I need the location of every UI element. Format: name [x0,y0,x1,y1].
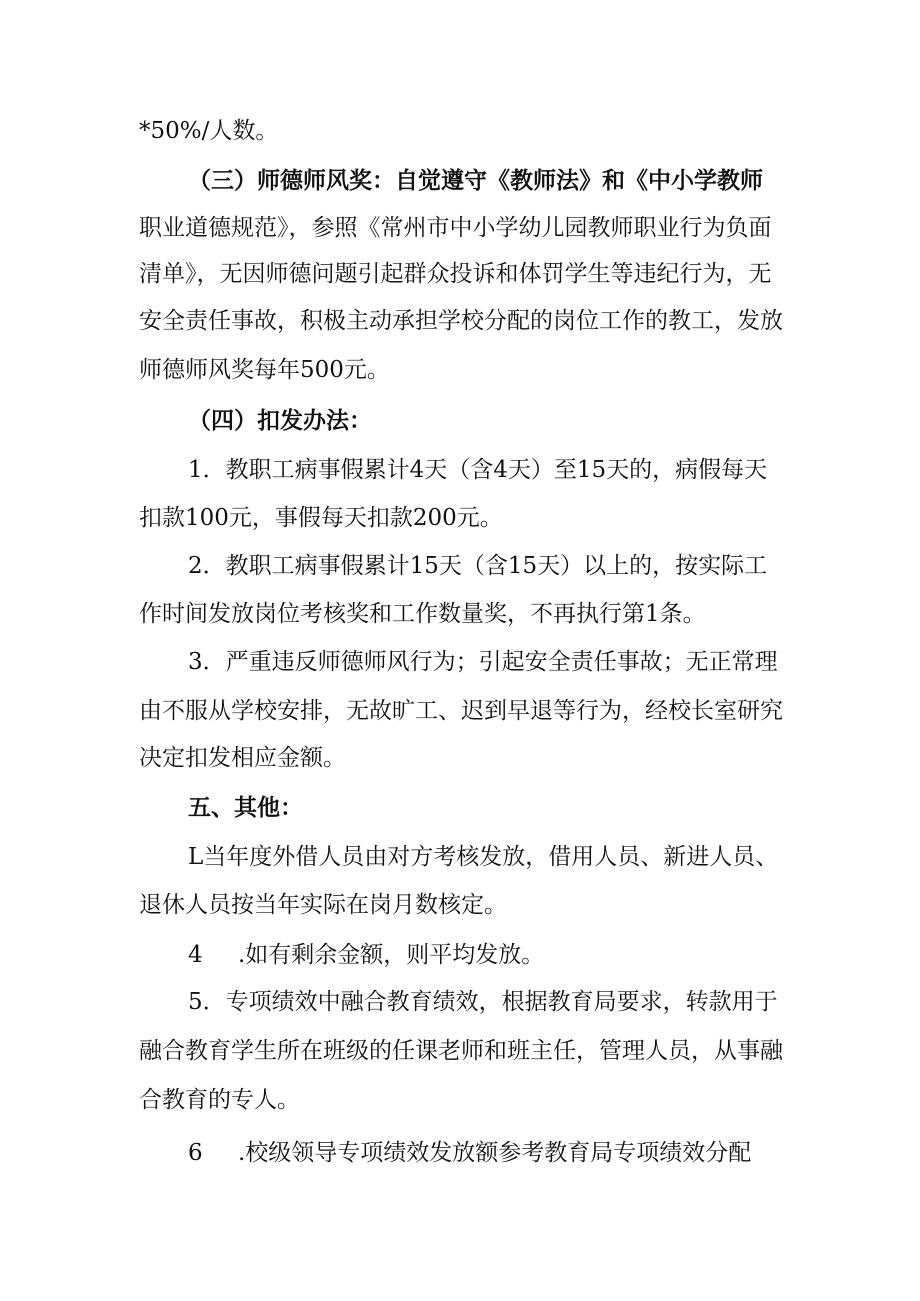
paragraph-line: 职业道德规范》，参照《常州市中小学幼儿园教师职业行为负面 [139,215,772,241]
paragraph-line: 合教育的专人。 [139,1087,300,1113]
paragraph-line: 由不服从学校安排，无故旷工、迟到早退等行为，经校长室研究 [139,698,783,724]
section-heading-line: （三）师德师风奖：自觉遵守《教师法》和《中小学教师 [188,167,763,194]
list-item-line: 2．教职工病事假累计15天（含15天）以上的，按实际工 [188,553,768,579]
list-item-number: 6 [188,1140,203,1166]
list-item-line: 5．专项绩效中融合教育绩效，根据教育局要求，转款用于 [188,989,778,1015]
list-item-line: 1．教职工病事假累计4天（含4天）至15天的，病假每天 [188,457,768,483]
list-item-line: L当年度外借人员由对方考核发放，借用人员、新进人员、 [188,844,779,870]
paragraph-line: 融合教育学生所在班级的任课老师和班主任，管理人员，从事融 [139,1038,783,1064]
list-item-line: .如有剩余金额，则平均发放。 [238,942,545,968]
paragraph-line: *50%/人数。 [139,118,279,144]
paragraph-line: 扣款100元，事假每天扣款200元。 [139,505,503,531]
list-item-line: .校级领导专项绩效发放额参考教育局专项绩效分配 [238,1140,752,1166]
paragraph-line: 决定扣发相应金额。 [139,745,346,771]
list-item-line: 3．严重违反师德师风行为；引起安全责任事故；无正常理 [188,649,778,675]
paragraph-line: 清单》，无因师德问题引起群众投诉和体罚学生等违纪行为，无 [139,261,772,287]
paragraph-line: 退休人员按当年实际在岗月数核定。 [139,892,507,918]
paragraph-line: 作时间发放岗位考核奖和工作数量奖，不再执行第1条。 [139,601,706,627]
list-item-number: 4 [188,942,203,968]
paragraph-line: 师德师风奖每年500元。 [139,357,390,383]
section-heading: 五、其他： [188,794,303,821]
paragraph-line: 安全责任事故，积极主动承担学校分配的岗位工作的教工，发放 [139,308,783,334]
section-heading: （四）扣发办法： [188,407,372,434]
